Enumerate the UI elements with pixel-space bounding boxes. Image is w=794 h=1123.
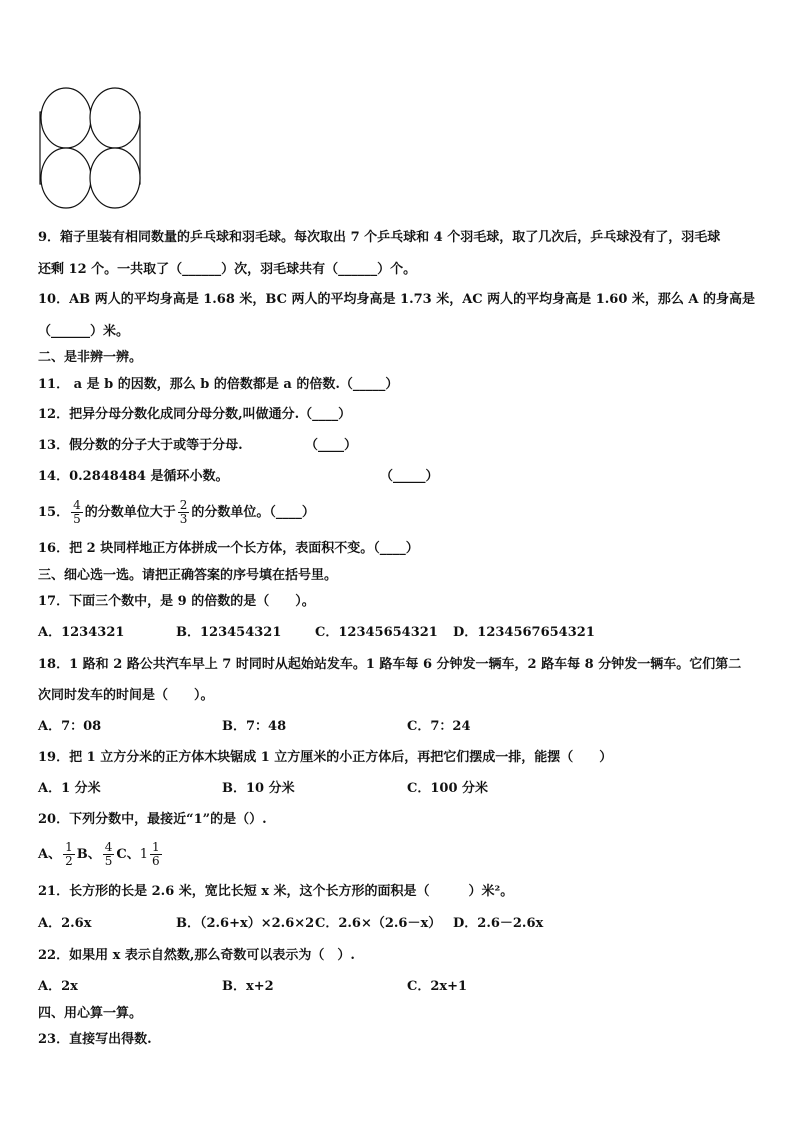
figure-circle-top-left (41, 88, 91, 148)
question-18-option-c: C．7：24 (407, 719, 471, 734)
fraction-numerator: 1 (65, 840, 73, 854)
question-19-text: 19．把 1 立方分米的正方体木块锯成 1 立方厘米的小正方体后，再把它们摆成一排，能摆（ ） (38, 750, 613, 765)
question-18-option-a: A．7：08 (38, 719, 102, 734)
section-3-heading: 三、细心选一选。请把正确答案的序号填在括号里。 (38, 568, 338, 583)
fraction-2-3 (178, 499, 190, 526)
question-21-option-b: B．（2.6+x）×2.6×2 (176, 916, 315, 931)
question-22-option-b: B．x+2 (222, 979, 274, 994)
question-17-option-a: A．1234321 (38, 625, 125, 640)
question-10-line2: （______）米。 (38, 324, 130, 339)
question-18-option-b: B．7：48 (222, 719, 287, 734)
question-17-option-d: D．1234567654321 (453, 625, 595, 640)
fraction-1-2 (63, 841, 75, 868)
question-19-option-c: C．100 分米 (407, 781, 489, 796)
section-4-heading: 四、用心算一算。 (38, 1006, 143, 1021)
question-12: 12．把异分母分数化成同分母分数,叫做通分.（____） (38, 407, 352, 422)
fraction-numerator: 1 (152, 840, 160, 854)
mixed-number-whole: 1 (139, 847, 149, 862)
figure-circle-bottom-left (41, 148, 91, 208)
question-13-blank: （____） (305, 438, 358, 453)
fraction-numerator: 4 (104, 840, 113, 854)
fraction-numerator: 4 (73, 498, 81, 512)
question-15-prefix: 15． (38, 505, 70, 520)
fraction-1-6 (150, 841, 162, 868)
fraction-denominator: 5 (104, 854, 113, 868)
question-20-a-label: A、 (38, 847, 62, 862)
fraction-4-5 (103, 841, 115, 868)
question-15-mid: 的分数单位大于 (84, 505, 176, 520)
fraction-denominator: 5 (73, 512, 81, 526)
question-14-blank: （_____） (380, 469, 439, 484)
question-20-c-label: C、 (116, 847, 140, 862)
question-20-b-label: B、 (76, 847, 101, 862)
question-15-suffix: 的分数单位。（____） (191, 505, 315, 520)
fraction-4-5 (71, 499, 83, 526)
figure-circle-top-right (90, 88, 140, 148)
section-2-heading: 二、是非辨一辨。 (38, 350, 143, 365)
question-19-option-a: A．1 分米 (38, 781, 101, 796)
question-21-text: 21．长方形的长是 2.6 米，宽比长短 x 米，这个长方形的面积是（ ）米²。 (38, 884, 514, 899)
question-20-options (38, 836, 164, 874)
question-22-text: 22．如果用 x 表示自然数,那么奇数可以表示为（ ）. (38, 948, 355, 963)
question-9-line2: 还剩 12 个。一共取了（______）次，羽毛球共有（______）个。 (38, 262, 417, 277)
figure-circle-bottom-right (90, 148, 140, 208)
four-circles-in-rectangle-figure (36, 84, 144, 210)
question-17-text: 17．下面三个数中，是 9 的倍数的是（ ）。 (38, 594, 315, 609)
question-22-option-a: A．2x (38, 979, 78, 994)
question-15 (38, 494, 315, 532)
fraction-denominator: 3 (179, 512, 188, 526)
fraction-numerator: 2 (179, 498, 188, 512)
question-16: 16．把 2 块同样地正方体拼成一个长方体，表面积不变。（____） (38, 541, 419, 556)
question-9-line1: 9．箱子里装有相同数量的乒乓球和羽毛球。每次取出 7 个乒乓球和 4 个羽毛球，取了几次后，乒乓球没有了，羽毛球 (38, 230, 721, 245)
question-18-line2: 次同时发车的时间是（ ）。 (38, 688, 214, 703)
question-13-text: 13．假分数的分子大于或等于分母. (38, 438, 243, 453)
question-21-option-c: C．2.6×（2.6－x） (315, 916, 442, 931)
question-19-option-b: B．10 分米 (222, 781, 295, 796)
question-22-option-c: C．2x+1 (407, 979, 468, 994)
fraction-denominator: 6 (152, 854, 160, 868)
question-10-line1: 10．AB 两人的平均身高是 1.68 米，BC 两人的平均身高是 1.73 米，AC 两人的平均身高是 1.60 米，那么 A 的身高是 (38, 292, 756, 307)
question-18-line1: 18．1 路和 2 路公共汽车早上 7 时同时从起始站发车。1 路车每 6 分钟发一辆车，2 路车每 8 分钟发一辆车。它们第二 (38, 657, 742, 672)
question-23: 23．直接写出得数. (38, 1032, 152, 1047)
question-11: 11． a 是 b 的因数，那么 b 的倍数都是 a 的倍数.（_____） (38, 377, 399, 392)
fraction-denominator: 2 (65, 854, 73, 868)
question-21-option-a: A．2.6x (38, 916, 92, 931)
question-20-text: 20．下列分数中，最接近“1”的是（）. (38, 812, 267, 827)
question-21-option-d: D．2.6－2.6x (453, 916, 544, 931)
question-17-option-c: C．12345654321 (315, 625, 438, 640)
question-14-text: 14．0.2848484 是循环小数。 (38, 469, 229, 484)
question-17-option-b: B．123454321 (176, 625, 282, 640)
